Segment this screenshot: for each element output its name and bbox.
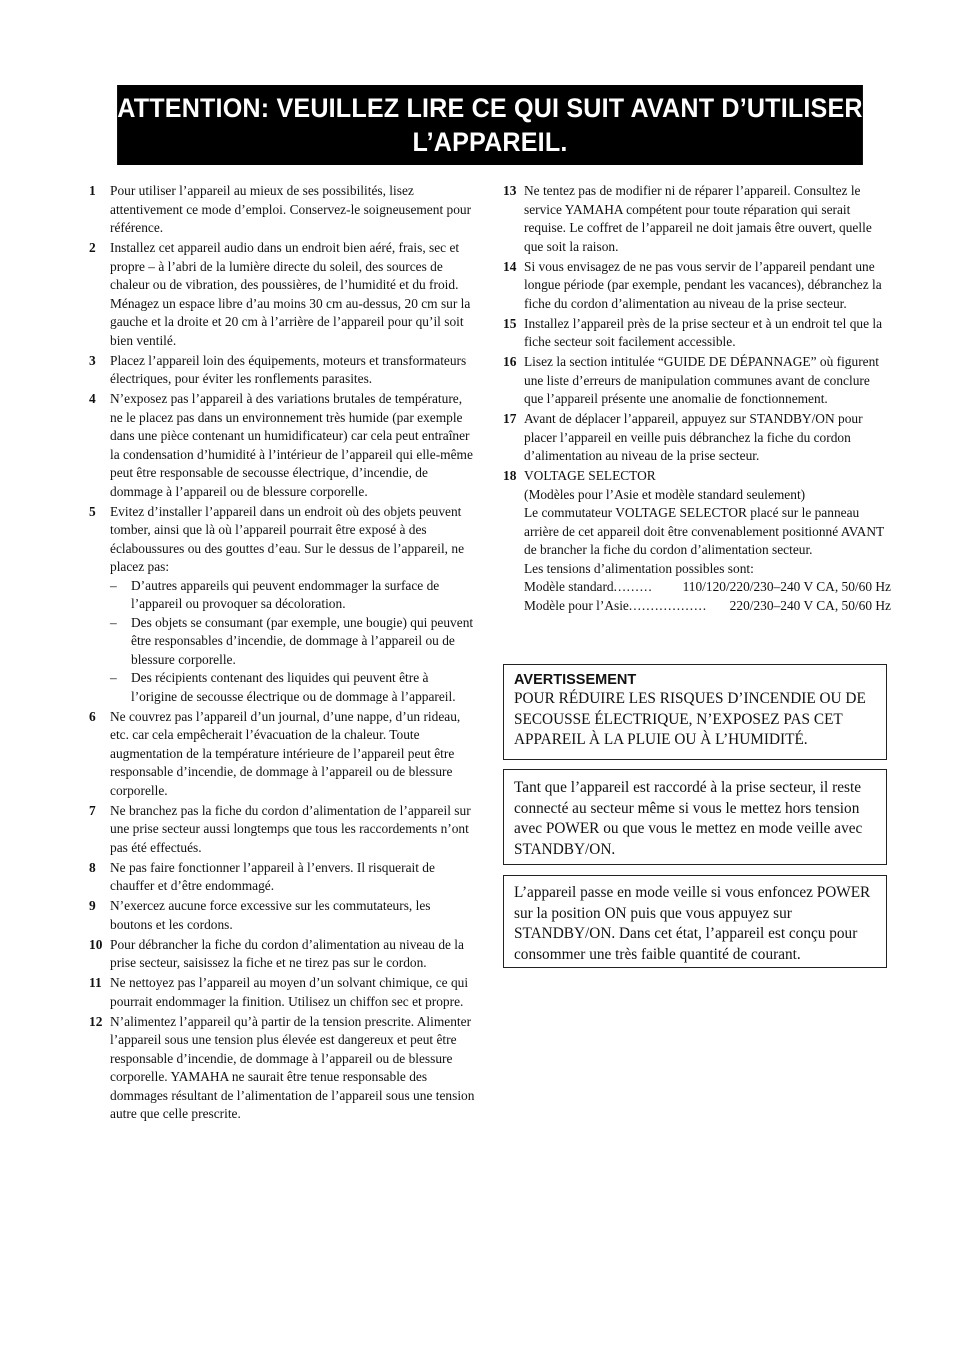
item-number: 4 [89, 391, 96, 406]
item-text: Ne nettoyez pas l’appareil au moyen d’un solvant chimique, ce qui pourrait endommager la finition. Utilisez un chiffon sec et propre. [110, 975, 469, 1009]
sub-list-item [110, 577, 475, 614]
item-number: 3 [89, 352, 96, 368]
list-item [503, 410, 891, 466]
list-item-voltage-selector [503, 467, 891, 615]
item-number: 8 [89, 859, 96, 875]
list-item [89, 936, 475, 973]
voltage-model-label: Modèle standard [524, 579, 614, 594]
list-item [503, 258, 891, 314]
item-number: 14 [503, 258, 517, 274]
item-text: Installez cet appareil audio dans un endroit bien aéré, frais, sec et propre – à l’abri de la lumière directe du soleil, des sources de chaleur ou de vibration, des poussières, de l’humidité et du froid. Ménagez un espace libre d’au moins 30 cm au-dessus, 20 cm sur la gauche et la droite et 20 cm à l’arrière de l’appareil pour qu’il soit bien ventilé. [110, 240, 471, 348]
sub-item-text: Des objets se consumant (par exemple, une bougie) qui peuvent être responsables d’incendie, de dommage à l’appareil ou de blessure corporelle. [131, 614, 474, 667]
list-item [89, 182, 475, 238]
list-item [89, 390, 475, 501]
item-number: 18 [503, 468, 517, 483]
item-text: Placez l’appareil loin des équipements, moteurs et transformateurs électriques, pour éviter les ronflements parasites. [110, 352, 467, 386]
list-item [89, 239, 475, 350]
item-text: Si vous envisagez de ne pas vous servir de l’appareil pendant une longue période (par exemple, pendant les vacances), débranchez la fiche du cordon d’alimentation au niveau de la prise secteur. [524, 258, 882, 311]
item-number: 13 [503, 183, 517, 198]
list-item [503, 182, 891, 256]
voltage-selector-models: (Modèles pour l’Asie et modèle standard seulement) [524, 486, 806, 502]
warning-title: AVERTISSEMENT [514, 672, 637, 688]
sub-item-text: D’autres appareils qui peuvent endommager la surface de l’appareil ou provoquer sa décoloration. [131, 577, 440, 611]
warning-box [503, 664, 887, 760]
item-number: 17 [503, 411, 517, 426]
leader-dots: ......... [613, 579, 653, 594]
item-text: Evitez d’installer l’appareil dans un endroit où des objets peuvent tomber, ainsi que là où l’appareil pourrait être exposé à des éclaboussures ou des gouttes d’eau. Sur le dessus de l’appareil, ne placez pas: [110, 503, 465, 574]
item-text: Ne couvrez pas l’appareil d’un journal, d’une nappe, d’un rideau, etc. car cela empêcherait l’évacuation de la chaleur. Toute augmentation de la température intérieure de l’appareil peut être responsable d’incendie, de dommage à l’appareil ou de blessure corporelle. [110, 708, 461, 798]
voltage-row-standard [524, 578, 891, 597]
list-item [89, 974, 475, 1011]
item-text: N’exposez pas l’appareil à des variations brutales de température, ne le placez pas dans un environnement très humide (par exemple dans une pièce contenant un humidificateur) car cela peut entraîner la condensation d’humidité à l’intérieur de l’appareil qui elle-même peut être responsable de secousse électrique, d’incendie, de dommage à l’appareil ou de blessure corporelle. [110, 391, 473, 499]
dash-marker: – [110, 670, 117, 685]
list-item [89, 352, 475, 389]
item-text: Ne tentez pas de modifier ni de réparer l’appareil. Consultez le service YAMAHA compétent pour toute réparation qui serait requise. Le coffret de l’appareil ne doit jamais être ouvert, quelle que soit la raison. [524, 183, 872, 254]
list-item [89, 708, 475, 801]
left-column [89, 182, 475, 1125]
page-title [117, 85, 863, 165]
item-number: 2 [89, 240, 96, 255]
leader-dots: .................. [628, 597, 708, 613]
list-item [89, 503, 475, 707]
note-text: Tant que l’appareil est raccordé à la prise secteur, il reste connecté au secteur même si vous le mettez hors tension avec POWER ou que vous le mettez en mode veille avec STANDBY/ON. [514, 779, 863, 858]
note-box-standby [503, 875, 887, 968]
title-line-2: L’APPAREIL. [412, 127, 568, 157]
item-number: 15 [503, 315, 517, 331]
item-text: Avant de déplacer l’appareil, appuyez sur STANDBY/ON pour placer l’appareil en veille puis débranchez la fiche du cordon d’alimentation au niveau de la prise secteur. [524, 411, 863, 463]
list-item [503, 315, 891, 352]
item-number: 6 [89, 708, 96, 724]
note-box-power [503, 769, 887, 865]
voltage-value: 110/120/220/230–240 V CA, 50/60 Hz [682, 579, 891, 594]
item-number: 9 [89, 898, 96, 913]
item-number: 7 [89, 802, 96, 818]
voltage-value: 220/230–240 V CA, 50/60 Hz [729, 597, 891, 613]
item-text: Ne branchez pas la fiche du cordon d’alimentation de l’appareil sur une prise secteur aussi longtemps que tous les raccordements n’ont pas été effectués. [110, 802, 471, 855]
note-text: L’appareil passe en mode veille si vous enfoncez POWER sur la position ON puis que vous appuyez sur STANDBY/ON. Dans cet état, l’appareil est conçu pour consommer une très faible quantité de courant. [514, 884, 871, 963]
item-number: 11 [89, 975, 102, 990]
item-text: Ne pas faire fonctionner l’appareil à l’envers. Il risquerait de chauffer et d’être endommagé. [110, 859, 435, 893]
item-body [524, 467, 891, 615]
list-item [89, 897, 475, 934]
dash-marker: – [110, 614, 117, 630]
item-number: 10 [89, 936, 103, 952]
item-number: 12 [89, 1013, 103, 1029]
voltage-row-asia [524, 597, 891, 616]
warning-text: POUR RÉDUIRE LES RISQUES D’INCENDIE OU DE SECOUSSE ÉLECTRIQUE, N’EXPOSEZ PAS CET APPAREIL À LA PLUIE OU À L’HUMIDITÉ. [514, 690, 866, 748]
item-text: Pour débrancher la fiche du cordon d’alimentation au niveau de la prise secteur, saisissez la fiche et ne tirez pas sur le cordon. [110, 936, 464, 970]
list-item [89, 1013, 475, 1124]
voltage-list-intro: Les tensions d’alimentation possibles sont: [524, 560, 754, 576]
item-number: 1 [89, 183, 96, 198]
item-text: Installez l’appareil près de la prise secteur et à un endroit tel que la fiche secteur soit facilement accessible. [524, 315, 883, 349]
dash-marker: – [110, 577, 117, 593]
list-item [89, 802, 475, 858]
sub-list-item [110, 669, 475, 706]
sub-item-text: Des récipients contenant des liquides qui peuvent être à l’origine de secousse électrique ou de dommage à l’appareil. [131, 670, 456, 704]
list-item [503, 353, 891, 409]
title-line-1: ATTENTION: VEUILLEZ LIRE CE QUI SUIT AVANT D’UTILISER [117, 93, 863, 123]
sub-list-item [110, 614, 475, 670]
voltage-selector-description: Le commutateur VOLTAGE SELECTOR placé sur le panneau arrière de cet appareil doit être convenablement positionné AVANT de brancher la fiche du cordon d’alimentation secteur. [524, 505, 884, 557]
item-text: Pour utiliser l’appareil au mieux de ses possibilités, lisez attentivement ce mode d’emploi. Conservez-le soigneusement pour référence. [110, 183, 472, 235]
item-text: N’alimentez l’appareil qu’à partir de la tension prescrite. Alimenter l’appareil sous une tension plus élevée est dangereux et peut être responsable d’incendie, de dommage à l’appareil ou de blessure corporelle. YAMAHA ne saurait être tenue responsable des dommages résultant de l’alimentation de l’appareil sous une tension autre que celle prescrite. [110, 1013, 475, 1121]
item-body [110, 503, 475, 707]
item-number: 16 [503, 354, 517, 369]
voltage-model-label: Modèle pour l’Asie [524, 597, 629, 613]
voltage-selector-heading: VOLTAGE SELECTOR [524, 468, 656, 483]
right-column [503, 182, 891, 617]
item-number: 5 [89, 503, 96, 519]
item-text: N’exercez aucune force excessive sur les commutateurs, les boutons et les cordons. [110, 898, 431, 932]
item-text: Lisez la section intitulée “GUIDE DE DÉPANNAGE” où figurent une liste d’erreurs de manipulation communes avant de conclure que l’appareil présente une anomalie de fonctionnement. [524, 354, 880, 406]
list-item [89, 859, 475, 896]
